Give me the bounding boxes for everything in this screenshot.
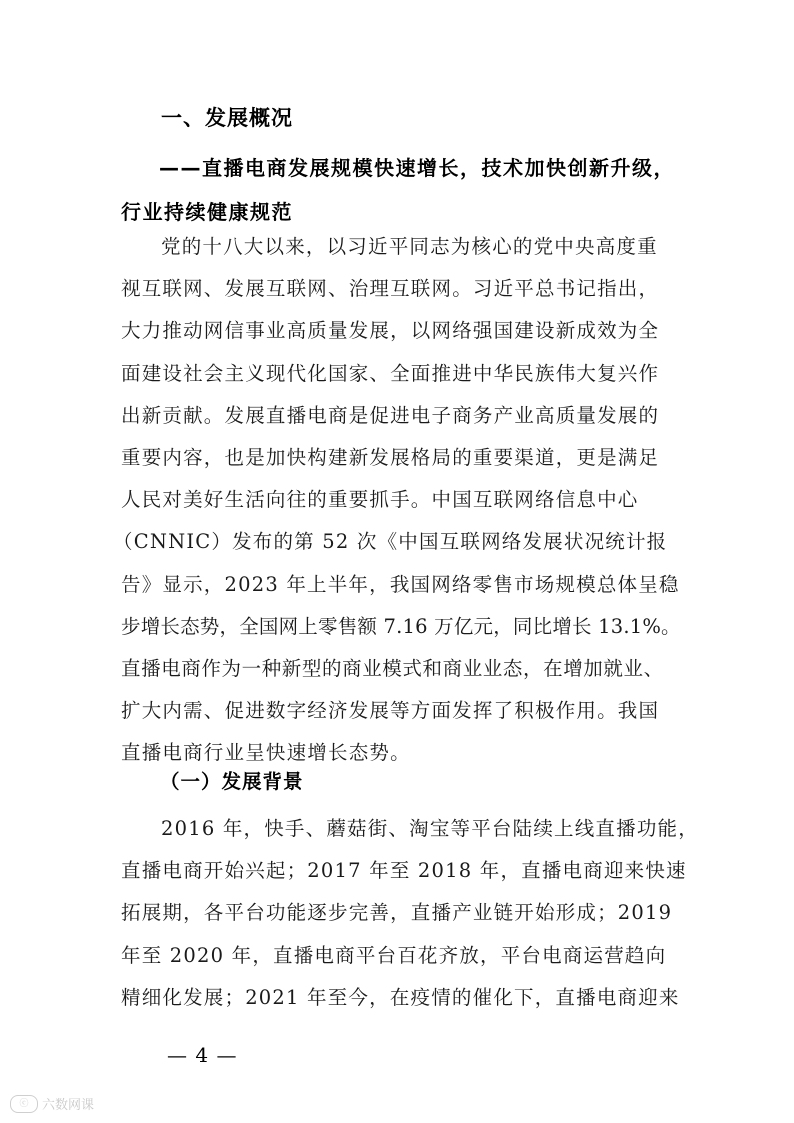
paragraph-line: 面建设社会主义现代化国家、全面推进中华民族伟大复兴作 <box>121 361 660 385</box>
section-heading-main: 一、发展概况 <box>161 106 293 130</box>
paragraph-line: （CNNIC）发布的第 52 次《中国互联网络发展状况统计报 <box>113 530 668 554</box>
paragraph-line: 扩大内需、促进数字经济发展等方面发挥了积极作用。我国 <box>121 699 660 723</box>
section-subtitle <box>121 146 679 234</box>
paragraph-line: 直播电商作为一种新型的商业模式和商业业态，在增加就业、 <box>121 657 664 681</box>
watermark-logo-icon: ⓒ <box>10 1095 38 1113</box>
paragraph-line: 重要内容，也是加快构建新发展格局的重要渠道，更是满足 <box>121 446 660 470</box>
paragraph-line: 直播电商开始兴起；2017 年至 2018 年，直播电商迎来快速 <box>121 859 687 883</box>
subsection-heading: （一）发展背景 <box>160 770 304 793</box>
paragraph-line: 年至 2020 年，直播电商平台百花齐放，平台电商运营趋向 <box>121 943 667 967</box>
paragraph-line: 2016 年，快手、蘑菇街、淘宝等平台陆续上线直播功能， <box>161 817 699 840</box>
paragraph-line: 出新贡献。发展直播电商是促进电子商务产业高质量发展的 <box>121 403 660 427</box>
paragraph-background <box>121 808 699 1019</box>
subtitle-line-1: ——直播电商发展规模快速增长，技术加快创新升级， <box>159 156 675 180</box>
paragraph-line: 人民对美好生活向往的重要抓手。中国互联网络信息中心 <box>121 488 639 512</box>
paragraph-line: 直播电商行业呈快速增长态势。 <box>121 741 411 765</box>
paragraph-line: 步增长态势，全国网上零售额 7.16 万亿元，同比增长 13.1%。 <box>121 614 681 638</box>
paragraph-line: 拓展期，各平台功能逐步完善，直播产业链开始形成；2019 <box>121 901 673 925</box>
paragraph-line: 党的十八大以来，以习近平同志为核心的党中央高度重 <box>161 235 658 258</box>
paragraph-line: 大力推动网信事业高质量发展，以网络强国建设新成效为全 <box>121 319 660 343</box>
page-number: — 4 — <box>167 1043 238 1067</box>
paragraph-line: 精细化发展；2021 年至今，在疫情的催化下，直播电商迎来 <box>121 985 680 1009</box>
paragraph-line: 告》显示，2023 年上半年，我国网络零售市场规模总体呈稳 <box>121 572 680 596</box>
paragraph-line: 视互联网、发展互联网、治理互联网。习近平总书记指出， <box>121 277 660 301</box>
subtitle-line-2: 行业持续健康规范 <box>121 200 293 224</box>
watermark-text: 六数网课 <box>42 1098 95 1113</box>
watermark <box>10 1094 94 1113</box>
paragraph-overview <box>113 226 681 775</box>
